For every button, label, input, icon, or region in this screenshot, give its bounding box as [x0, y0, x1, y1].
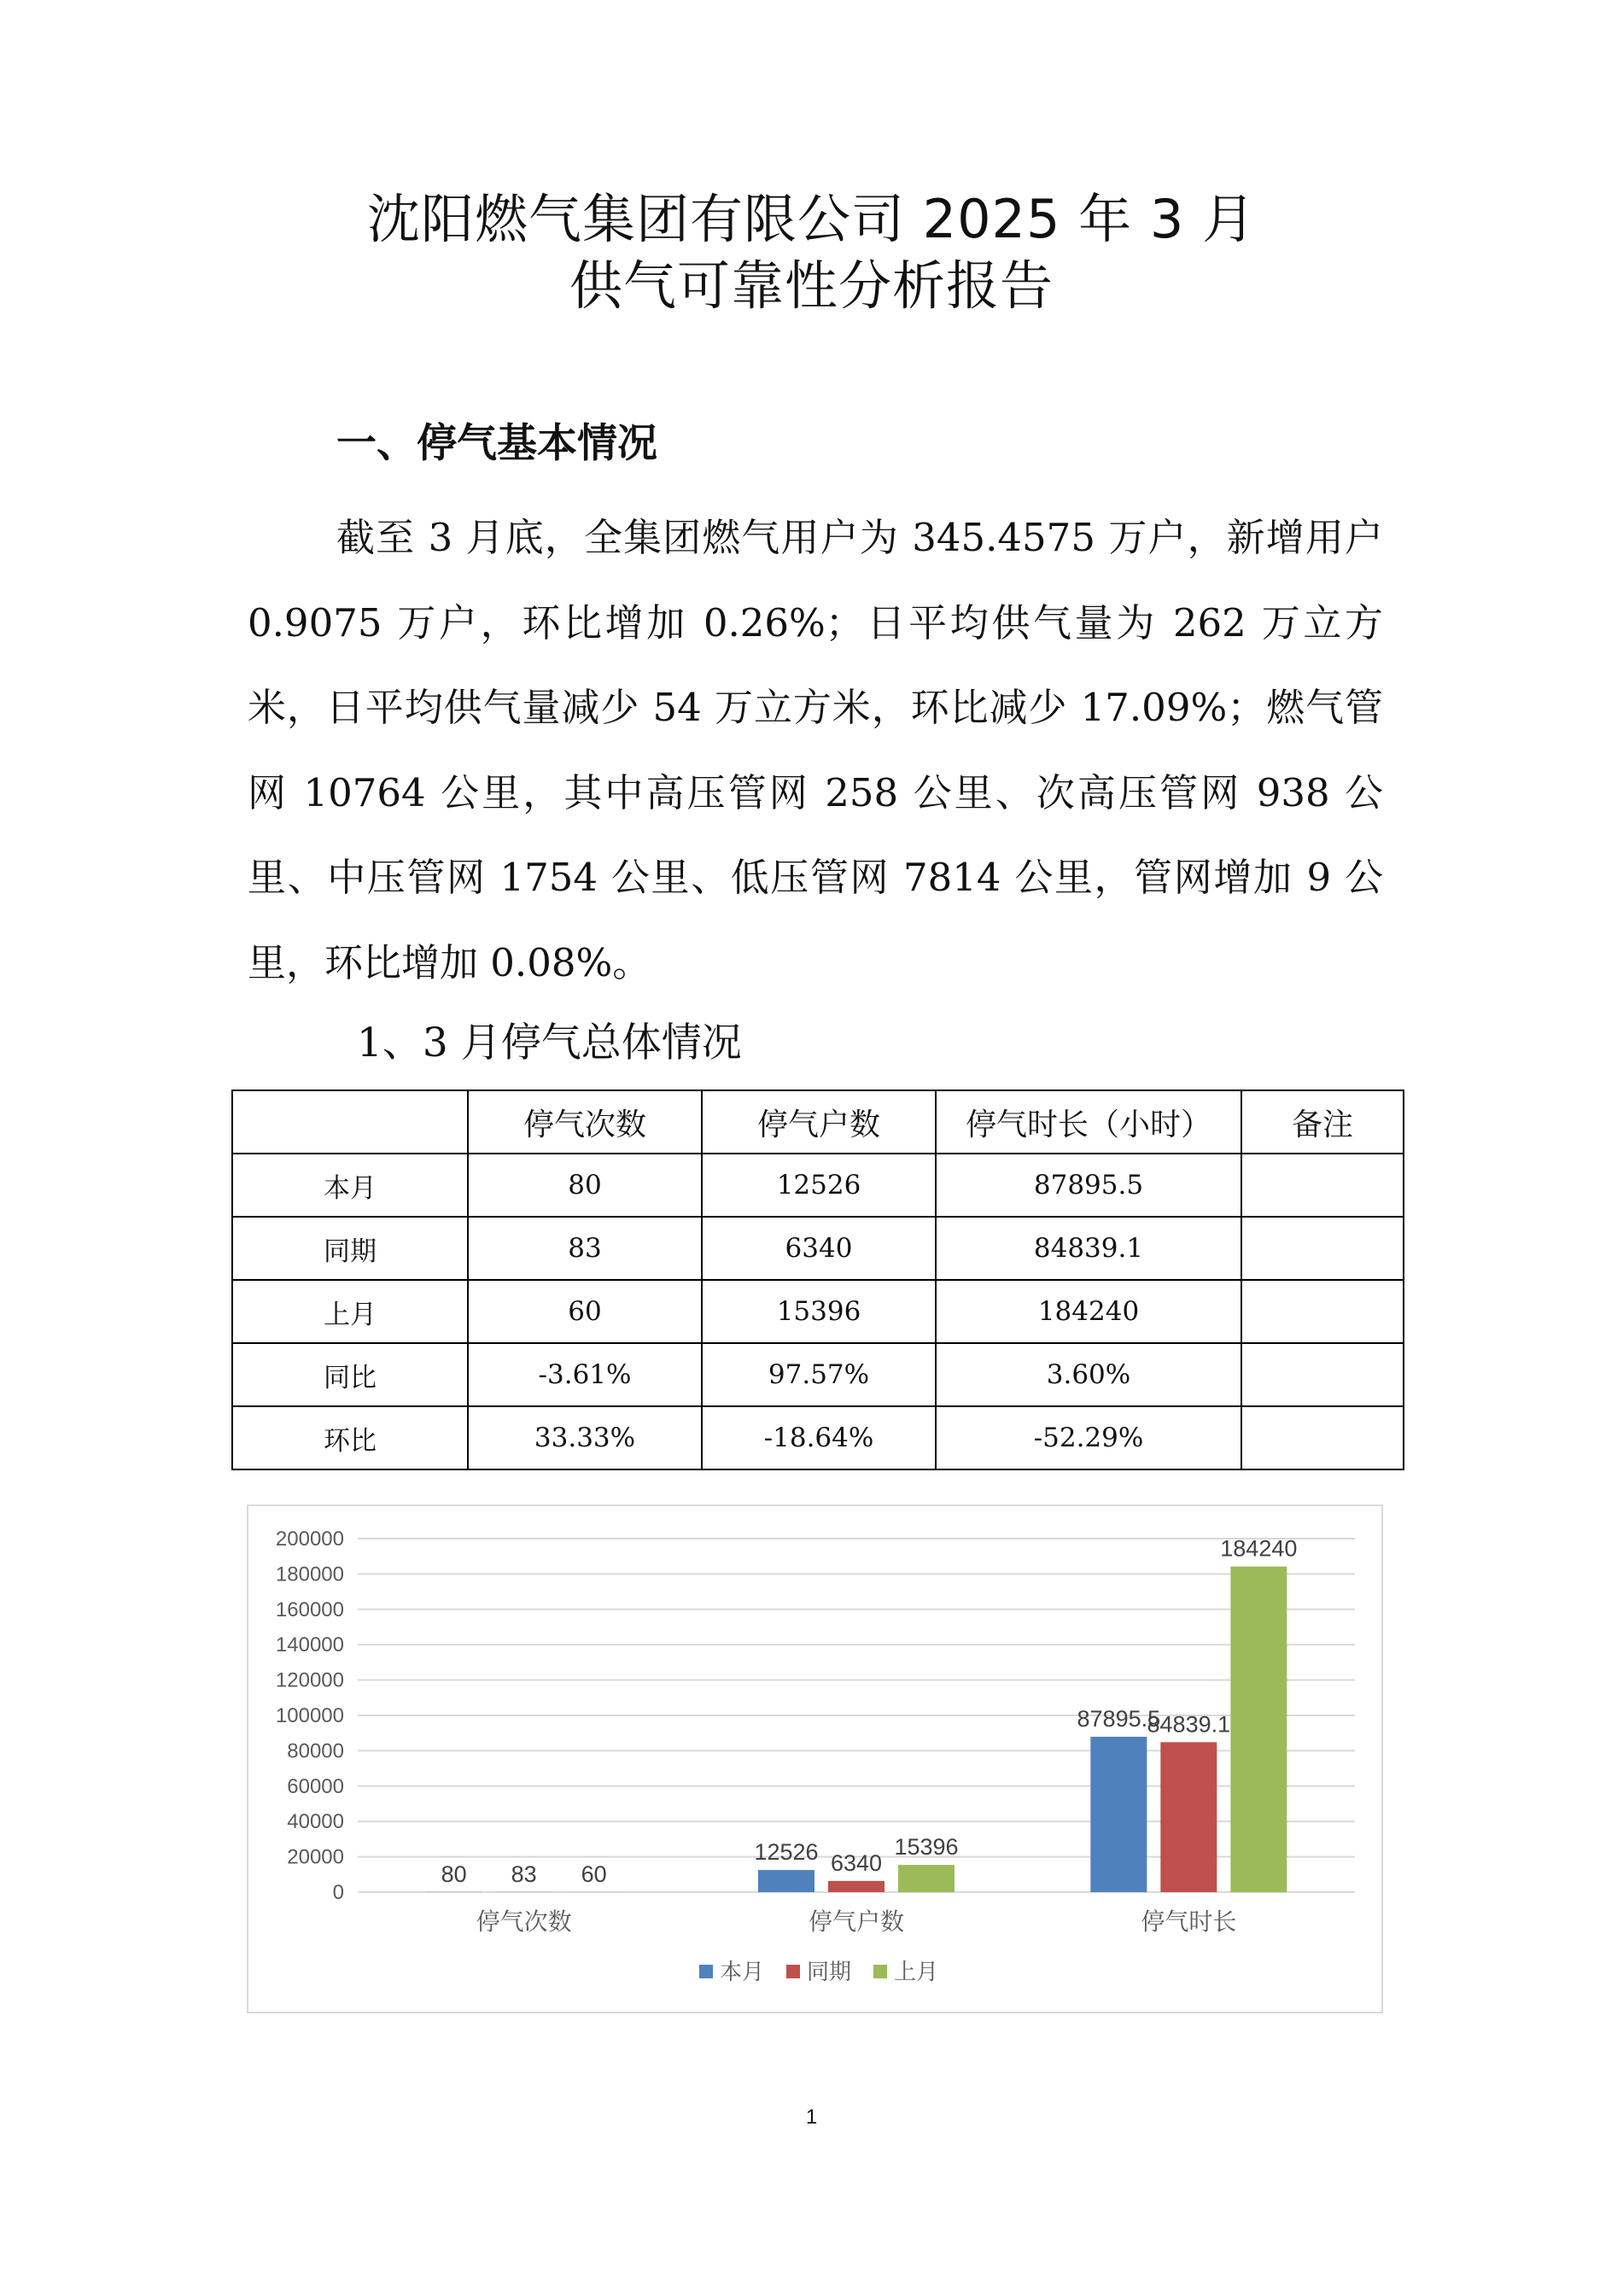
y-tick-label: 100000: [275, 1704, 344, 1727]
table-row-label: 本月: [232, 1154, 468, 1217]
y-tick-label: 180000: [275, 1563, 344, 1586]
report-title: [0, 186, 1623, 319]
table-cell: -52.29%: [936, 1406, 1241, 1469]
x-category-label: 停气户数: [808, 1907, 905, 1936]
table-row-label: 环比: [232, 1406, 468, 1469]
table-heading: 1、3 月停气总体情况: [357, 1019, 742, 1066]
table-header-cell: 停气户数: [702, 1090, 936, 1154]
data-label: 12526: [754, 1839, 819, 1866]
summary-paragraph: 截至 3 月底，全集团燃气用户为 345.4575 万户，新增用户 0.9075 万户，环比增加 0.26%；日平均供气量为 262 万立方米，日平均供气量减少 54 万立方米，环比减少 17.09%；燃气管网 10764 公里，其中高压管网 258 公里、次高压管网 938 公里、中压管网 1754 公里、低压管网 7814 公里，管网增加 9 公里，环比增加 0.08%。: [248, 515, 1383, 985]
data-label: 80: [441, 1861, 467, 1887]
table-header-cell: 备注: [1241, 1090, 1404, 1154]
report-title-line2: 供气可靠性分析报告: [569, 254, 1054, 317]
legend-label: 本月: [720, 1960, 765, 1985]
table-cell: [1241, 1217, 1404, 1280]
data-label: 6340: [830, 1849, 883, 1876]
outage-bar-chart: [247, 1504, 1383, 2013]
table-cell: -18.64%: [702, 1406, 936, 1469]
table-cell: 6340: [702, 1217, 936, 1280]
y-tick-label: 200000: [275, 1528, 344, 1551]
table-row-label: 同比: [232, 1343, 468, 1406]
table-header-cell: [232, 1090, 468, 1154]
table-row-label: 同期: [232, 1217, 468, 1280]
table-cell: [1241, 1154, 1404, 1217]
bar: [898, 1865, 955, 1892]
legend-swatch: [786, 1965, 800, 1978]
table-row-label: 上月: [232, 1280, 468, 1343]
data-label: 60: [581, 1861, 607, 1887]
y-tick-label: 60000: [287, 1774, 344, 1798]
table-cell: 12526: [702, 1154, 936, 1217]
table-header-cell: 停气时长（小时）: [936, 1090, 1241, 1154]
report-title-line1: 沈阳燃气集团有限公司 2025 年 3 月: [366, 188, 1257, 250]
page-number: 1: [805, 2106, 818, 2129]
x-category-label: 停气时长: [1141, 1907, 1237, 1936]
legend-swatch: [873, 1965, 887, 1978]
y-tick-label: 0: [332, 1881, 344, 1904]
data-label: 15396: [894, 1834, 959, 1861]
table-cell: 80: [468, 1154, 702, 1217]
y-tick-label: 40000: [287, 1810, 344, 1834]
section-heading: 一、停气基本情况: [336, 420, 657, 467]
chart-canvas: [248, 1506, 1381, 2012]
data-label: 83: [511, 1861, 537, 1887]
y-tick-label: 160000: [275, 1598, 344, 1621]
table-cell: 87895.5: [936, 1154, 1241, 1217]
bar: [828, 1881, 884, 1892]
y-tick-label: 20000: [287, 1845, 344, 1869]
bar: [758, 1870, 814, 1892]
y-tick-label: 80000: [287, 1739, 344, 1763]
bar: [1090, 1737, 1147, 1892]
table-cell: [1241, 1343, 1404, 1406]
bar: [1160, 1742, 1217, 1892]
legend-label: 上月: [894, 1960, 939, 1985]
data-label: 184240: [1220, 1535, 1298, 1562]
y-tick-label: 120000: [275, 1668, 344, 1692]
bar: [1230, 1567, 1287, 1892]
legend-label: 同期: [807, 1960, 852, 1985]
table-cell: 15396: [702, 1280, 936, 1343]
table-row: [232, 1343, 1404, 1406]
table-cell: -3.61%: [468, 1343, 702, 1406]
table-cell: [1241, 1280, 1404, 1343]
x-category-label: 停气次数: [476, 1907, 572, 1936]
outage-table: [231, 1090, 1404, 1470]
table-cell: 184240: [936, 1280, 1241, 1343]
table-header-cell: 停气次数: [468, 1090, 702, 1154]
legend-swatch: [699, 1965, 713, 1978]
table-cell: [1241, 1406, 1404, 1469]
table-cell: 33.33%: [468, 1406, 702, 1469]
table-row: [232, 1217, 1404, 1280]
table-cell: 60: [468, 1280, 702, 1343]
table-row: [232, 1154, 1404, 1217]
table-row: [232, 1406, 1404, 1469]
data-label: 84839.1: [1147, 1711, 1231, 1738]
table-cell: 84839.1: [936, 1217, 1241, 1280]
table-cell: 3.60%: [936, 1343, 1241, 1406]
table-cell: 83: [468, 1217, 702, 1280]
table-cell: 97.57%: [702, 1343, 936, 1406]
table-header-row: [232, 1090, 1404, 1154]
table-row: [232, 1280, 1404, 1343]
data-label: 87895.5: [1077, 1706, 1161, 1732]
y-tick-label: 140000: [275, 1633, 344, 1657]
